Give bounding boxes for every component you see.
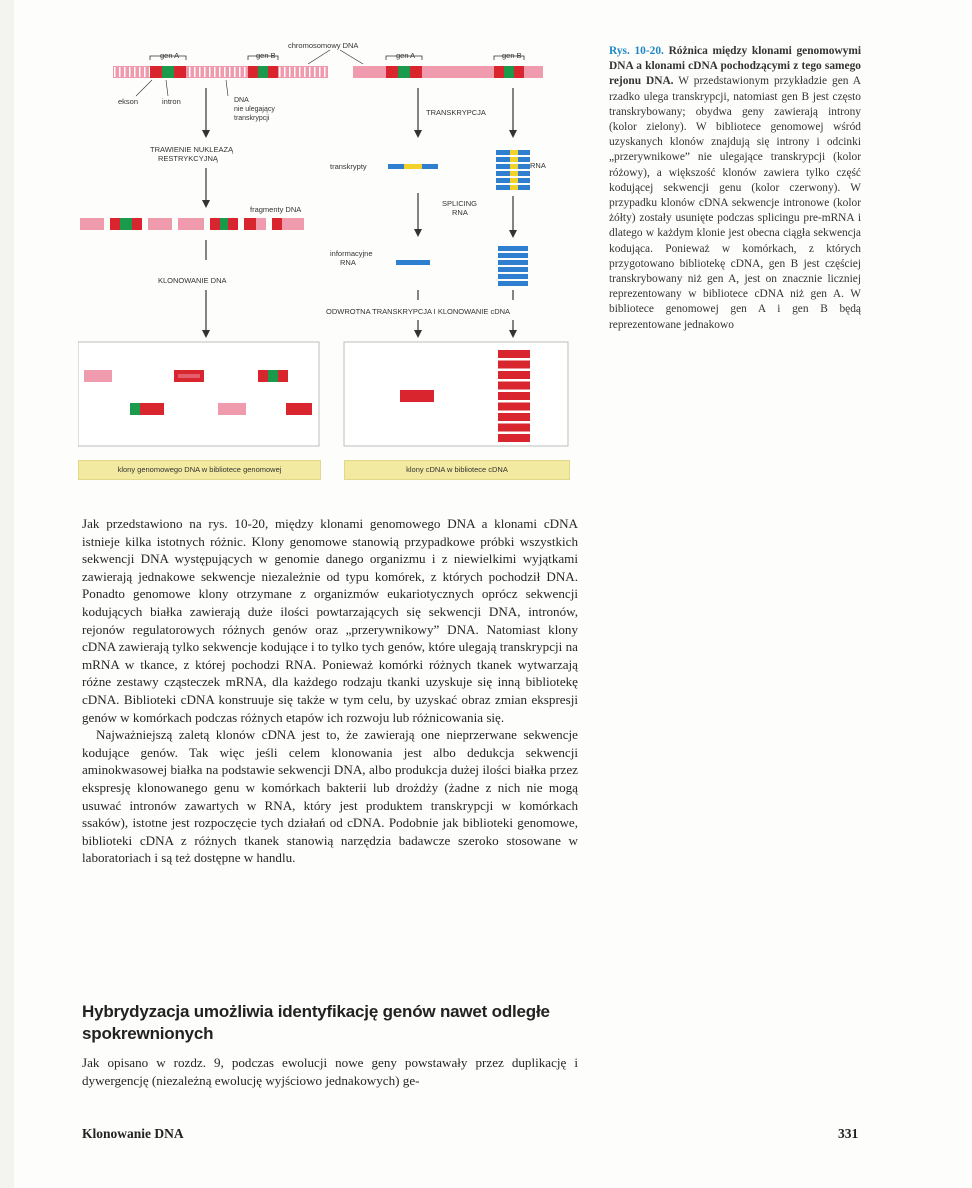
label-dna-3: transkrypcji xyxy=(234,115,270,122)
mrna-strand xyxy=(498,246,528,251)
cdna-clone xyxy=(498,382,530,390)
figure-caption xyxy=(609,44,861,333)
chromosome-stripe xyxy=(234,67,236,77)
transcript-segment xyxy=(510,157,518,162)
chromosome-stripe xyxy=(224,67,226,77)
exon-segment xyxy=(268,66,278,78)
transcript-segment xyxy=(496,150,510,155)
chromosome-stripe xyxy=(129,67,131,77)
label-chromosomal-dna: chromosomowy DNA xyxy=(288,41,359,50)
label-mrna-1: informacyjne xyxy=(330,249,373,258)
transcript-segment xyxy=(518,185,530,190)
chromosome-stripe xyxy=(194,67,196,77)
chromosome-stripe xyxy=(214,67,216,77)
transcript-segment xyxy=(496,171,510,176)
label-transcription: TRANSKRYPCJA xyxy=(426,108,486,117)
body-text xyxy=(82,515,578,867)
label-splicing-1: SPLICING xyxy=(442,199,478,208)
genomic-library-panel xyxy=(78,342,319,446)
label-gene-b-left: gen B xyxy=(256,51,276,60)
running-footer: Klonowanie DNA xyxy=(82,1126,184,1141)
mrna-strand xyxy=(498,253,528,258)
chromosome-stripe xyxy=(204,67,206,77)
transcript-segment xyxy=(518,178,530,183)
transcript-segment xyxy=(496,157,510,162)
chromosome-stripe xyxy=(119,67,121,77)
cdna-clone xyxy=(498,350,530,358)
label-rt-cloning: ODWROTNA TRANSKRYPCJA I KLONOWANIE cDNA xyxy=(326,307,511,316)
dna-fragments-row xyxy=(80,218,304,230)
transcript-segment xyxy=(510,150,518,155)
transcript-segment xyxy=(510,185,518,190)
figure-number: Rys. 10-20. xyxy=(609,45,664,57)
label-cloning-dna: KLONOWANIE DNA xyxy=(158,276,227,285)
cdna-clone-gene-a xyxy=(400,390,434,402)
chromosome-stripe xyxy=(294,67,296,77)
transcript-segment xyxy=(496,185,510,190)
exon-segment xyxy=(150,66,162,78)
chromosome-stripe xyxy=(209,67,211,77)
paragraph-3: Jak opisano w rozdz. 9, podczas ewolucji nowe geny powstawały przez duplikację i dywergencję (niezależną ewolucję wyjściowo jednakowych) ge- xyxy=(82,1055,578,1088)
cdna-clone xyxy=(498,392,530,400)
figure-title: Różnica między klonami genomowymi DNA a klonami cDNA pochodzącymi z tego samego rejonu DNA. xyxy=(609,45,861,88)
label-mrna-2: RNA xyxy=(340,258,356,267)
chromosome-stripe xyxy=(134,67,136,77)
mrna-strand xyxy=(498,281,528,286)
body-text-continued xyxy=(82,1054,578,1089)
transcript-segment xyxy=(496,164,510,169)
label-exon: ekson xyxy=(118,97,139,106)
chromosome-stripe xyxy=(139,67,141,77)
chromosome-stripe xyxy=(309,67,311,77)
label-gene-b-right: gen B xyxy=(502,51,522,60)
transcripts-gene-b xyxy=(496,150,530,190)
paragraph-1: Jak przedstawiono na rys. 10-20, między klonami genomowego DNA a klonami cDNA istnieje kilka istotnych różnic. Klony genomowe stanowią przypadkowe próbki wszystkich sekwencji DNA występujących w genomie danego organizmu i z niewielkimi wyjątkami zawierają jednakowe sekwencje niezależnie od typu komórek, z których pochodził DNA. Ponadto genomowe klony otrzymane z organizmów eukariotycznych oprócz sekwencji kodujących białka zawierają duże ilości powtarzających się sekwencji DNA, intronów, rejonów regulatorowych różnych genów oraz „przerywnikowy” DNA. Natomiast klony cDNA zawierają tylko sekwencje kodujące i to tylko tych genów, które ulegają transkrypcji na mRNA w tkance, z której pochodzi RNA. Ponieważ komórki różnych tkanek wytwarzają różne zestawy cząsteczek mRNA, dla każdego rodzaju tkanki uzyskuje się inną bibliotekę cDNA. Biblioteki cDNA konstruuje się także w tym celu, by uzyskać obraz zmian ekspresji genów w komórkach podczas różnych etapów ich rozwoju lub różnicowania się. xyxy=(82,516,578,725)
cdna-clone xyxy=(498,403,530,411)
chromosome-stripe xyxy=(314,67,316,77)
right-chromosome xyxy=(353,66,543,78)
transcript-segment xyxy=(510,178,518,183)
mrna-gene-b xyxy=(498,246,528,286)
scan-edge xyxy=(0,0,14,1188)
label-intron: intron xyxy=(162,97,181,106)
label-splicing-2: RNA xyxy=(452,208,468,217)
chromosome-stripe xyxy=(239,67,241,77)
chromosome-stripe xyxy=(284,67,286,77)
mrna-gene-a xyxy=(396,260,430,265)
cdna-clone xyxy=(498,371,530,379)
label-dna-1: DNA xyxy=(234,97,249,104)
chromosome-stripe xyxy=(114,67,116,77)
chromosome-stripe xyxy=(219,67,221,77)
cdna-clones-gene-b xyxy=(498,350,530,442)
label-transcripts: transkrypty xyxy=(330,162,367,171)
mrna-strand xyxy=(498,260,528,265)
chromosome-stripe xyxy=(299,67,301,77)
cdna-clone xyxy=(498,424,530,432)
cdna-clone xyxy=(498,413,530,421)
cdna-library-panel xyxy=(344,342,568,446)
chromosome-stripe xyxy=(189,67,191,77)
chromosome-stripe xyxy=(304,67,306,77)
transcript-gene-a xyxy=(388,164,438,169)
cdna-library-caption: klony cDNA w bibliotece cDNA xyxy=(344,460,570,480)
transcript-segment xyxy=(518,164,530,169)
chromosome-stripe xyxy=(324,67,326,77)
transcript-segment xyxy=(518,150,530,155)
chromosome-stripe xyxy=(199,67,201,77)
label-rna: RNA xyxy=(530,161,546,170)
section-heading: Hybrydyzacja umożliwia identyfikację genów nawet odległe spokrewnionych xyxy=(82,1002,550,1043)
page-number: 331 xyxy=(838,1126,859,1141)
exon-segment xyxy=(248,66,258,78)
label-dna-2: nie ulegający xyxy=(234,106,275,113)
paragraph-2: Najważniejszą zaletą klonów cDNA jest to, że zawierają one nieprzerwane sekwencje kodujące genów. Tak więc jeśli celem klonowania jest albo dedukcja sekwencji aminokwasowej białka na podstawie sekwencji DNA, albo produkcja dużej ilości białka przez ekspresję klonowanego genu w komórkach bakterii lub drożdży (żadne z nich nie mogą usuwać intronów zawartych w RNA, który jest produktem transkrypcji w komórkach ssaków), istotne jest rozpoczęcie tych działań od cDNA. Podobnie jak biblioteki genomowe, biblioteki cDNA z różnych tkanek stanowią narzędzia badawcze szeroko stosowane w laboratoriach i są też dostępne w handlu. xyxy=(82,727,578,866)
transcript-segment xyxy=(518,171,530,176)
chromosome-stripe xyxy=(124,67,126,77)
label-gene-a-right: gen A xyxy=(396,51,416,60)
intron-segment xyxy=(258,66,268,78)
transcript-segment xyxy=(510,164,518,169)
transcript-segment xyxy=(510,171,518,176)
figure-caption-text: W przedstawionym przykładzie gen A rzadko ulega transkrypcji, natomiast gen B jest często transkrybowany; obydwa geny zawierają introny (kolor zielony). W bibliotece genomowej wśród uzyskanych klonów znajdują się introny i odcinki „przerywnikowe” nie ulegające transkrypcji (kolor różowy), a większość klonów zawiera tylko część kodującej sekwencji genu (kolor czerwony). W przypadku klonów cDNA sekwencje intronowe (kolor żółty) zostały usunięte podczas splicingu pre-mRNA i dlatego w każdym klonie jest obecna ciągła sekwencja kodująca. Ponieważ w komórkach, z których przygotowano bibliotekę cDNA, gen B jest częściej transkrybowany niż gen A, jest on znacznie liczniej reprezentowany w bibliotece cDNA niż gen A. W bibliotece genomowej gen A i gen B będą reprezentowane jednakowo xyxy=(609,75,861,331)
label-gene-a-left: gen A xyxy=(160,51,180,60)
transcript-segment xyxy=(518,157,530,162)
chromosome-stripe xyxy=(279,67,281,77)
chromosome-stripe xyxy=(289,67,291,77)
figure-10-20 xyxy=(78,38,578,488)
left-chromosome xyxy=(113,66,328,78)
transcript-segment xyxy=(496,178,510,183)
cdna-clone xyxy=(498,434,530,442)
chromosome-stripe xyxy=(244,67,246,77)
chromosome-stripe xyxy=(319,67,321,77)
intron-segment xyxy=(162,66,174,78)
label-digestion-2: RESTRYKCYJNĄ xyxy=(158,154,218,163)
mrna-strand xyxy=(498,274,528,279)
cdna-clone xyxy=(498,361,530,369)
mrna-strand xyxy=(498,267,528,272)
label-digestion-1: TRAWIENIE NUKLEAZĄ xyxy=(150,145,234,154)
exon-segment xyxy=(174,66,186,78)
chromosome-stripe xyxy=(144,67,146,77)
chromosome-stripe xyxy=(229,67,231,77)
genomic-library-caption: klony genomowego DNA w bibliotece genomowej xyxy=(78,460,321,480)
label-dna-fragments: fragmenty DNA xyxy=(250,205,302,214)
